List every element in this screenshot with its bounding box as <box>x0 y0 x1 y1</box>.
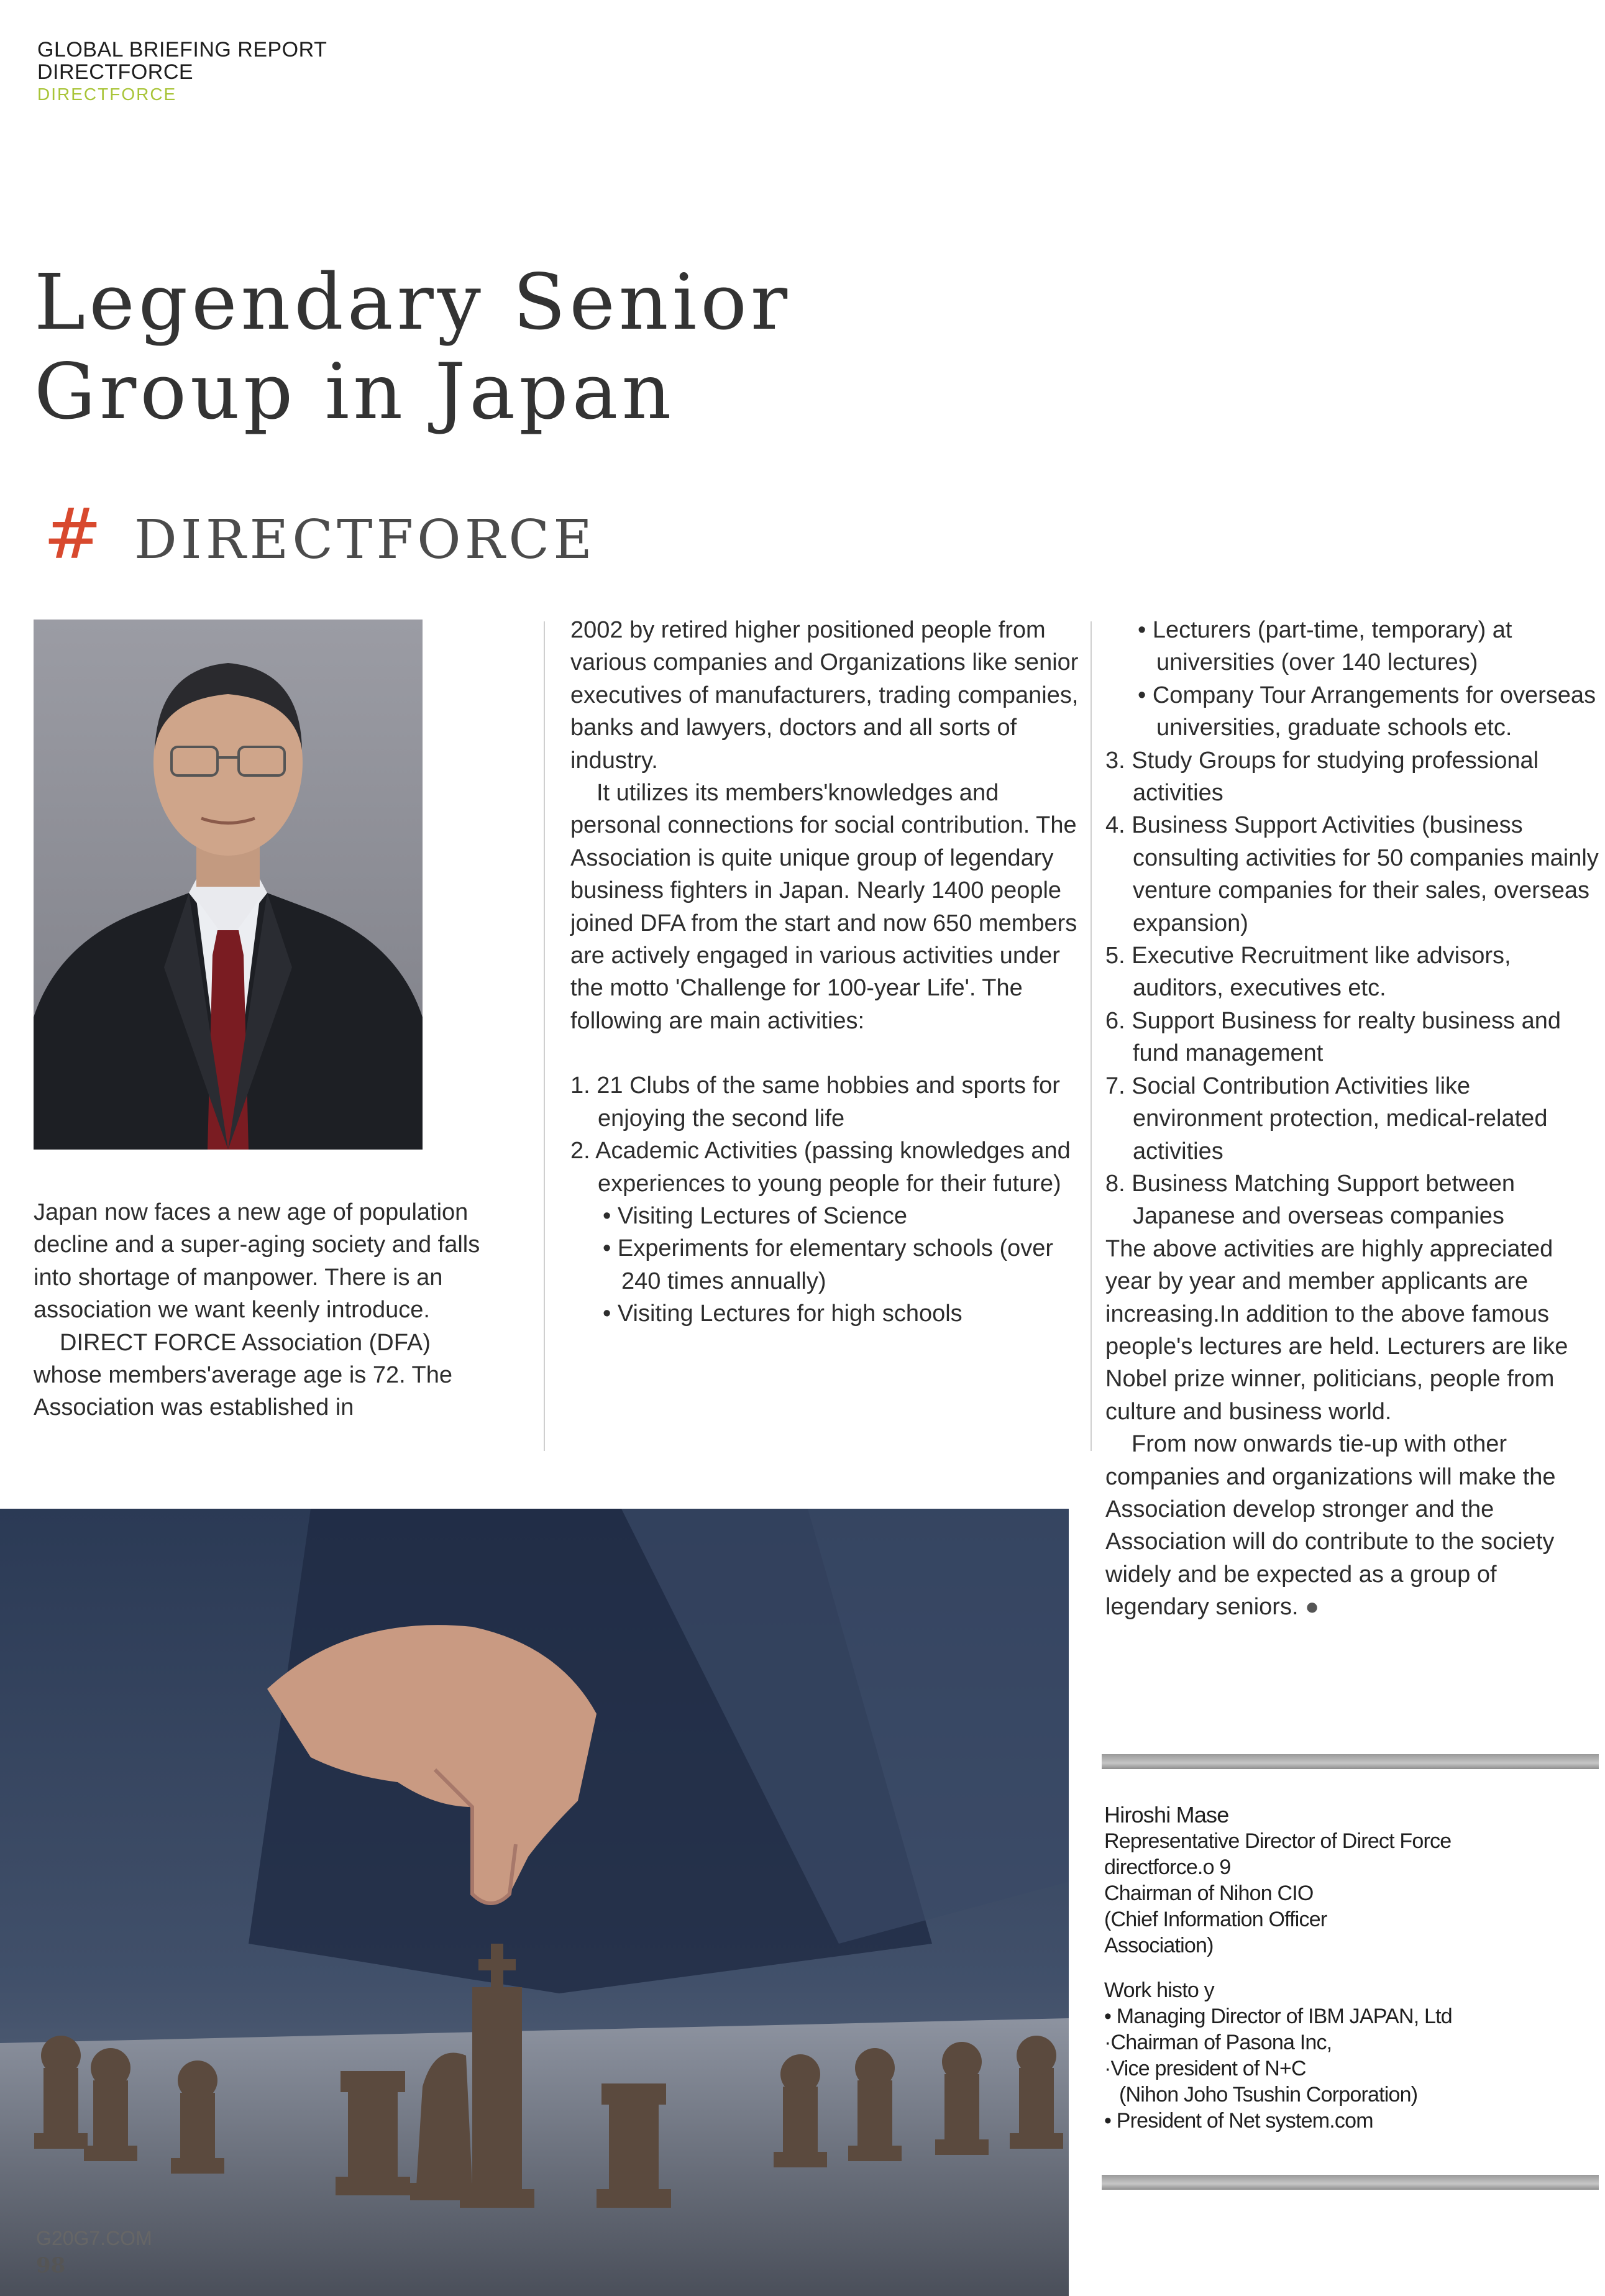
work-item-1: • Managing Director of IBM JAPAN, Ltd <box>1104 2005 1452 2028</box>
author-role-1: Representative Director of Direct Force <box>1104 1829 1452 1853</box>
end-mark: ● <box>1305 1594 1320 1621</box>
activity-item-8: 8. Business Matching Support between Japanese and overseas companies <box>1105 1170 1516 1230</box>
column-1 <box>34 1196 493 1424</box>
tag-name: DIRECTFORCE <box>134 509 596 571</box>
bullet-university-lecturers: • Lecturers (part-time, temporary) at universities (over 140 lectures) <box>1138 617 1512 676</box>
author-site: directforce.o 9 <box>1104 1855 1231 1879</box>
appreciation-paragraph: The above activities are highly appreciated year by year and member applicants are increasing.In addition to the above famous people's lectures are held. Lecturers are like Nobel prize winner, politicians, people from culture and business world. <box>1105 1235 1568 1425</box>
activity-item-1: 1. 21 Clubs of the same hobbies and sports for enjoying the second life <box>570 1073 1060 1132</box>
activity-item-2: 2. Academic Activities (passing knowledges and experiences to young people for their future) <box>570 1138 1071 1197</box>
author-role-4: Association) <box>1104 1934 1214 1957</box>
dfa-paragraph: DIRECT FORCE Association (DFA) whose members'average age is 72. The Association was established in <box>34 1329 453 1421</box>
work-item-5: • President of Net system.com <box>1104 2109 1373 2133</box>
chess-photo <box>0 1509 1069 2296</box>
activity-item-4: 4. Business Support Activities (business consulting activities for 50 companies mainly venture companies for their sales, overseas expansion) <box>1105 812 1599 936</box>
activity-item-7: 7. Social Contribution Activities like environment protection, medical-related activities <box>1105 1073 1548 1164</box>
bullet-experiments: • Experiments for elementary schools (over 240 times annually) <box>603 1235 1054 1294</box>
utilization-paragraph: It utilizes its members'knowledges and personal connections for social contribution. The Association is quite unique group of legendary business fighters in Japan. Nearly 1400 people joined DFA from the start and now 650 members are actively engaged in various activities under the motto 'Challenge for 100-year Life'. The following are main activities: <box>570 780 1077 1034</box>
section-tag <box>43 494 596 575</box>
column-3 <box>1105 614 1603 1624</box>
title-line-1: Legendary Senior <box>34 258 792 347</box>
intro-paragraph: Japan now faces a new age of population decline and a super-aging society and falls into shortage of manpower. There is an association we want keenly introduce. <box>34 1199 480 1324</box>
header-line-2: DIRECTFORCE <box>37 60 194 84</box>
title-line-2: Group in Japan <box>34 347 675 437</box>
closing-paragraph <box>1105 1428 1603 1623</box>
footer-site: G20G7.COM <box>36 2227 152 2249</box>
establishment-paragraph: 2002 by retired higher positioned people from various companies and Organizations like senior executives of manufacturers, trading companies, banks and lawyers, doctors and all sorts of industry. <box>570 617 1079 774</box>
article-title <box>34 258 873 437</box>
author-role-3: (Chief Information Officer <box>1104 1908 1327 1931</box>
bullet-company-tours: • Company Tour Arrangements for overseas universities, graduate schools etc. <box>1138 682 1596 741</box>
author-name: Hiroshi Mase <box>1104 1802 1229 1827</box>
bullet-lectures-science: • Visiting Lectures of Science <box>603 1202 907 1229</box>
work-history-heading: Work histo y <box>1104 1978 1214 2002</box>
column-divider-2 <box>1091 621 1092 1451</box>
activity-item-6: 6. Support Business for realty business and fund management <box>1105 1007 1561 1067</box>
header-line-3: DIRECTFORCE <box>37 85 177 104</box>
author-signature <box>1104 1802 1452 2134</box>
activity-item-3: 3. Study Groups for studying professional activities <box>1105 747 1539 807</box>
page-footer <box>36 2225 152 2279</box>
bullet-high-schools: • Visiting Lectures for high schools <box>603 1301 963 1327</box>
work-item-4: (Nihon Joho Tsushin Corporation) <box>1119 2083 1418 2106</box>
closing-text: From now onwards tie-up with other companies and organizations will make the Association develop stronger and the Association will do contribute to the society widely and be expected as a group of legendary seniors. <box>1105 1431 1556 1621</box>
report-header <box>37 39 327 106</box>
activity-item-5: 5. Executive Recruitment like advisors, auditors, executives etc. <box>1105 943 1511 1002</box>
work-item-2: ·Chairman of Pasona Inc, <box>1104 2031 1332 2054</box>
portrait-photo <box>34 620 423 1150</box>
column-2 <box>570 614 1080 1330</box>
header-line-1: GLOBAL BRIEFING REPORT <box>37 38 327 62</box>
work-item-3: ·Vice president of N+C <box>1104 2057 1306 2080</box>
page-number: 98 <box>36 2253 66 2278</box>
column-divider-1 <box>544 621 545 1451</box>
signature-top-bar <box>1102 1754 1599 1769</box>
hash-mark: # <box>43 494 106 575</box>
signature-bottom-bar <box>1102 2175 1599 2190</box>
author-role-2: Chairman of Nihon CIO <box>1104 1882 1314 1905</box>
